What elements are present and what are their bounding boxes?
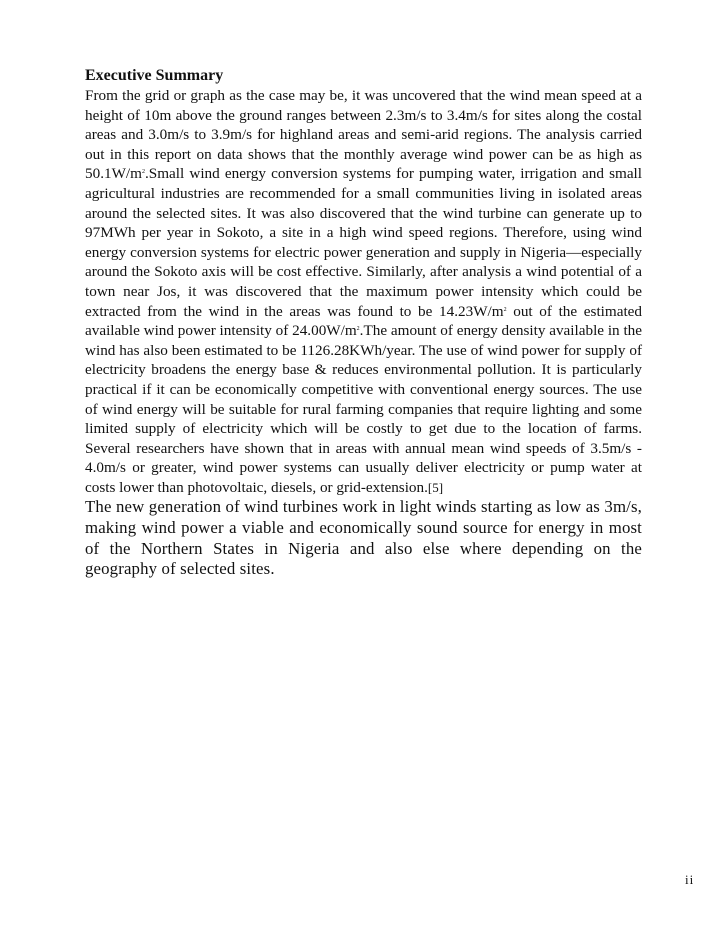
page-number: ii — [685, 872, 695, 887]
superscript-2: 2 — [503, 306, 507, 313]
paragraph-text: .The amount of energy density available in the wind has also been estimated to be 1126.28KWh/year. The use of wind power for supply of electricity broadens the energy base & reduces environmental pollution. It is particularly practical if it can be economically competitive with conventional energy sources. The use of wind energy will be suitable for rural farming companies that require lighting and some limited supply of electricity which will be costly to get due to the location of farms. Several researchers have shown that in areas with annual mean wind speeds of 3.5m/s - 4.0m/s or greater, wind power systems can usually deliver electricity or pump water at costs lower than photovoltaic, diesels, or grid-extension. — [85, 322, 643, 496]
section-heading: Executive Summary — [85, 67, 224, 84]
paragraph-text: .Small wind energy conversion systems for pumping water, irrigation and small agricultural industries are recommended for a small communities living in isolated areas around the selected sites. It was also discovered that the wind turbine can generate up to 97MWh per year in Sokoto, a site in a high wind speed regions. Therefore, using wind energy conversion systems for electric power generation and supply in Nigeria—especially around the Sokoto axis will be cost effective. Similarly, after analysis a wind potential of a town near Jos, it was discovered that the maximum power intensity which could be extracted from the wind in the areas was found to be 14.23W/m — [85, 165, 642, 320]
document-body — [85, 66, 642, 580]
superscript-2: 2 — [141, 169, 145, 176]
superscript-2: 2 — [356, 326, 360, 333]
paragraph-text: out of the estimated available wind power intensity of 24.00W/m — [85, 302, 642, 340]
paragraph-text: From the grid or graph as the case may be, it was uncovered that the wind mean speed at a height of 10m above the ground ranges between 2.3m/s to 3.4m/s for sites along the costal areas and 3.0m/s to 3.9m/s for highland areas and semi-arid regions. The analysis carried out in this report on data shows that the monthly average wind power can be as high as 50.1W/m — [85, 87, 642, 183]
summary-paragraph — [85, 86, 642, 497]
closing-paragraph: The new generation of wind turbines work in light winds starting as low as 3m/s, making wind power a viable and economically sound source for energy in most of the Northern States in Nigeria and also else where depending on the geography of selected sites. — [85, 497, 642, 579]
citation-reference: [5] — [427, 479, 444, 495]
